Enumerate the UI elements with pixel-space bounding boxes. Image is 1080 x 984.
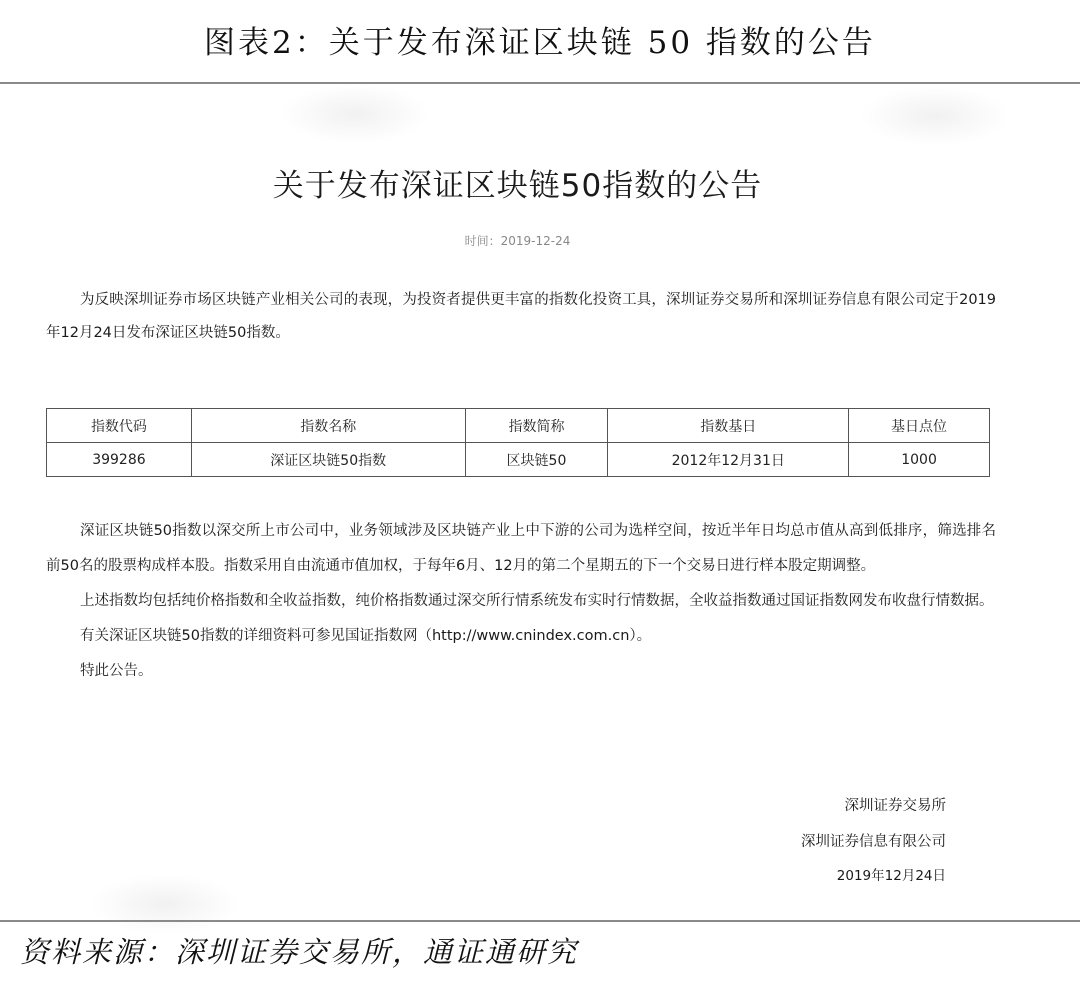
announcement-document: [0, 84, 1080, 920]
intro-paragraph: 为反映深圳证券市场区块链产业相关公司的表现，为投资者提供更丰富的指数化投资工具，深圳证券交易所和深圳证券信息有限公司定于2019年12月24日发布深证区块链50指数。: [46, 292, 996, 341]
header-cell: 指数基日: [608, 409, 849, 443]
index-name-cell: 深证区块链50指数: [191, 443, 465, 477]
base-date-cell: 2012年12月31日: [608, 443, 849, 477]
index-types-paragraph: 上述指数均包括纯价格指数和全收益指数，纯价格指数通过深交所行情系统发布实时行情数据，全收益指数通过国证指数网发布收盘行情数据。: [80, 593, 994, 609]
publish-time: 时间：2019-12-24: [464, 234, 571, 248]
methodology-paragraph: 深证区块链50指数以深交所上市公司中，业务领域涉及区块链产业上中下游的公司为选样空间，按近半年日均总市值从高到低排序，筛选排名前50名的股票构成样本股。指数采用自由流通市值加权，于每年6月、12月的第二个星期五的下一个交易日进行样本股定期调整。: [46, 523, 996, 574]
base-value-cell: 1000: [849, 443, 990, 477]
table-header-row: [47, 409, 990, 443]
index-info-table: [46, 408, 990, 477]
signature-date: 2019年12月24日: [836, 868, 946, 884]
source-note: 资料来源：深圳证券交易所，通证通研究: [20, 935, 579, 969]
reference-paragraph: 有关深证区块链50指数的详细资料可参见国证指数网（http://www.cnindex.com.cn）。: [80, 628, 652, 644]
header-cell: 指数名称: [191, 409, 465, 443]
table-row: [47, 443, 990, 477]
watermark: [280, 84, 430, 144]
header-cell: 指数代码: [47, 409, 192, 443]
watermark: [90, 874, 240, 934]
bottom-divider: [0, 920, 1080, 922]
index-code-cell: 399286: [47, 443, 192, 477]
figure-title: 图表2：关于发布深证区块链 50 指数的公告: [204, 25, 876, 61]
body-text: [46, 514, 996, 689]
document-title: 关于发布深证区块链50指数的公告: [272, 168, 763, 204]
closing-paragraph: 特此公告。: [80, 663, 153, 679]
watermark: [860, 86, 1010, 146]
index-short-name-cell: 区块链50: [465, 443, 608, 477]
signature-org-2: 深圳证券信息有限公司: [801, 834, 946, 850]
header-cell: 基日点位: [849, 409, 990, 443]
header-cell: 指数简称: [465, 409, 608, 443]
signature-org-1: 深圳证券交易所: [844, 798, 946, 814]
